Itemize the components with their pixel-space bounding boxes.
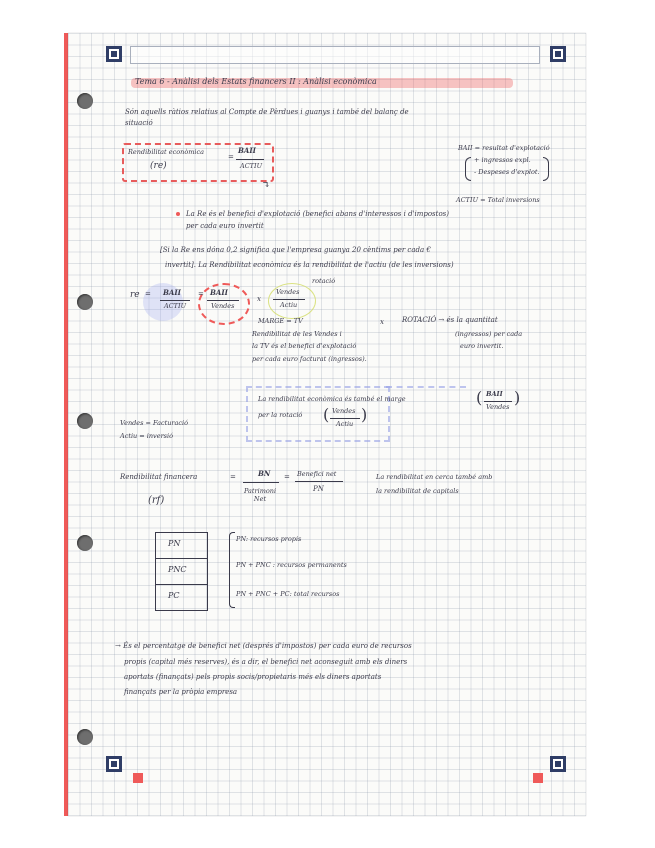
table-def-pn: PN: recursos propis [236, 535, 302, 543]
brace [465, 157, 471, 181]
paren-open: ( [323, 405, 330, 424]
rotacio-note: rotació [312, 277, 336, 285]
rf-note-1: La rendibilitat en cerca també amb [376, 473, 493, 481]
fraction-line [236, 159, 264, 160]
bullet-re-line-1: La Re és el benefici d'explotació (benefici abans d'interessos i d'impostos) [186, 210, 450, 218]
note-line-2: per la rotació [258, 411, 303, 419]
paren-open: ( [476, 388, 483, 407]
formula-vendes-num: Vendes [276, 288, 300, 296]
final-line-2: propis (capital més reserves), és a dir, el benefici net aconseguit amb els diners [124, 658, 408, 666]
fraction-line [295, 481, 343, 482]
rf-note-2: la rendibilitat de capitals [376, 487, 459, 495]
fraction-line [273, 299, 305, 300]
rotacio-x: x [380, 318, 384, 326]
binder-hole [77, 729, 93, 745]
rf-num: BN [258, 469, 271, 478]
rotacio-line-3: euro invertit. [460, 342, 504, 350]
brace [543, 157, 549, 181]
rotacio-line-2: (ingressos) per cada [455, 330, 523, 338]
marge-line-3: la TV és el benefici d'explotació [252, 342, 357, 350]
final-line-1: → És el percentatge de benefici net (després d'impostos) per cada euro de recursos [115, 642, 412, 650]
formula-times: x [257, 295, 261, 303]
note-dashed-line [386, 386, 466, 388]
rf-dot: = [284, 473, 290, 481]
rf-den-2: PN [313, 485, 324, 493]
final-line-3: aportats (finançats) pels propis socis/propietaris més els diners aportats [124, 673, 382, 681]
note-rot-num: Vendes [332, 407, 356, 415]
fraction-line [484, 401, 512, 402]
re-equals: = [228, 153, 234, 161]
formula-equals: = [198, 290, 204, 298]
arrow-icon: ↴ [262, 180, 271, 191]
intro-line-2: situació [125, 119, 153, 127]
formula-baii-den: ACTIU [164, 302, 187, 310]
rf-den: Patrimoni Net [243, 487, 277, 503]
bullet-icon [176, 212, 180, 216]
brace [229, 532, 235, 608]
example-line-2: invertit]. La Rendibilitat econòmica és la rendibilitat de l'actiu (de les inversions) [165, 261, 454, 269]
example-line-1: [Si la Re ens dóna 0,2 significa que l'empresa guanya 20 cèntims per cada € [160, 246, 431, 254]
fraction-line [207, 300, 239, 301]
formula-baii-num: BAII [163, 288, 181, 297]
rotacio-label: ROTACIÓ → és la quantitat [402, 316, 498, 324]
side-def-actiu: Actiu = inversió [120, 432, 174, 440]
table-def-pc: PN + PNC + PC: total recursos [236, 590, 340, 598]
paren-close: ) [361, 405, 368, 424]
formula-lhs: re [130, 290, 140, 300]
header-box [130, 46, 540, 64]
re-symbol: (re) [150, 161, 167, 171]
table-def-pnc: PN + PNC : recursos permanents [236, 561, 347, 569]
table-row: PN [156, 533, 207, 559]
fraction-line [160, 300, 190, 301]
binder-hole [77, 93, 93, 109]
actiu-def: ACTIU = Total inversions [456, 196, 540, 204]
red-square-marker [533, 773, 543, 783]
binder-hole [77, 294, 93, 310]
corner-marker-icon [106, 756, 122, 772]
formula-baii2-num: BAII [210, 288, 228, 297]
note-line-1: La rendibilitat econòmica és també el marge [258, 395, 406, 403]
note-marge-num: BAII [486, 390, 503, 398]
recursos-table [155, 532, 208, 611]
note-rot-den: Actiu [336, 420, 354, 428]
corner-marker-icon [550, 756, 566, 772]
marge-line-2: Rendibilitat de les Vendes i [252, 330, 342, 338]
fraction-line [330, 418, 360, 419]
intro-line-1: Són aquells ràtios relatius al Compte de Pèrdues i guanys i també del balanç de [125, 108, 409, 116]
formula-baii2-den: Vendes [211, 302, 235, 310]
baii-def-1: BAII = resultat d'explotació [458, 144, 550, 152]
marge-line-4: per cada euro facturat (ingressos). [252, 355, 367, 363]
fraction-line [243, 482, 279, 483]
re-label: Rendibilitat econòmica [128, 148, 204, 156]
rf-equals: = [230, 473, 236, 481]
rf-symbol: (rf) [148, 495, 165, 506]
paren-close: ) [514, 388, 521, 407]
table-row: PNC [156, 559, 207, 585]
corner-marker-icon [550, 46, 566, 62]
rf-num-2: Benefici net [297, 470, 337, 478]
note-marge-den: Vendes [486, 403, 510, 411]
table-row: PC [168, 591, 180, 600]
formula-vendes-den: Actiu [280, 301, 298, 309]
binder-hole [77, 413, 93, 429]
marge-line-1: MARGE = TV [258, 317, 303, 325]
page-title: Tema 6 - Anàlisi dels Estats financers II : Anàlisi econòmica [135, 77, 377, 86]
final-line-4: finançats per la pròpia empresa [124, 688, 238, 696]
re-numerator: BAII [238, 146, 256, 155]
side-def-vendes: Vendes = Facturació [120, 419, 189, 427]
rf-label: Rendibilitat financera [120, 473, 198, 481]
baii-def-3: - Despeses d'explot. [474, 168, 540, 176]
formula-equals: = [145, 290, 151, 298]
bullet-re-line-2: per cada euro invertit [186, 222, 264, 230]
red-square-marker [133, 773, 143, 783]
binder-hole [77, 535, 93, 551]
re-denominator: ACTIU [240, 162, 263, 170]
baii-def-2: + ingressos expl. [474, 156, 531, 164]
corner-marker-icon [106, 46, 122, 62]
